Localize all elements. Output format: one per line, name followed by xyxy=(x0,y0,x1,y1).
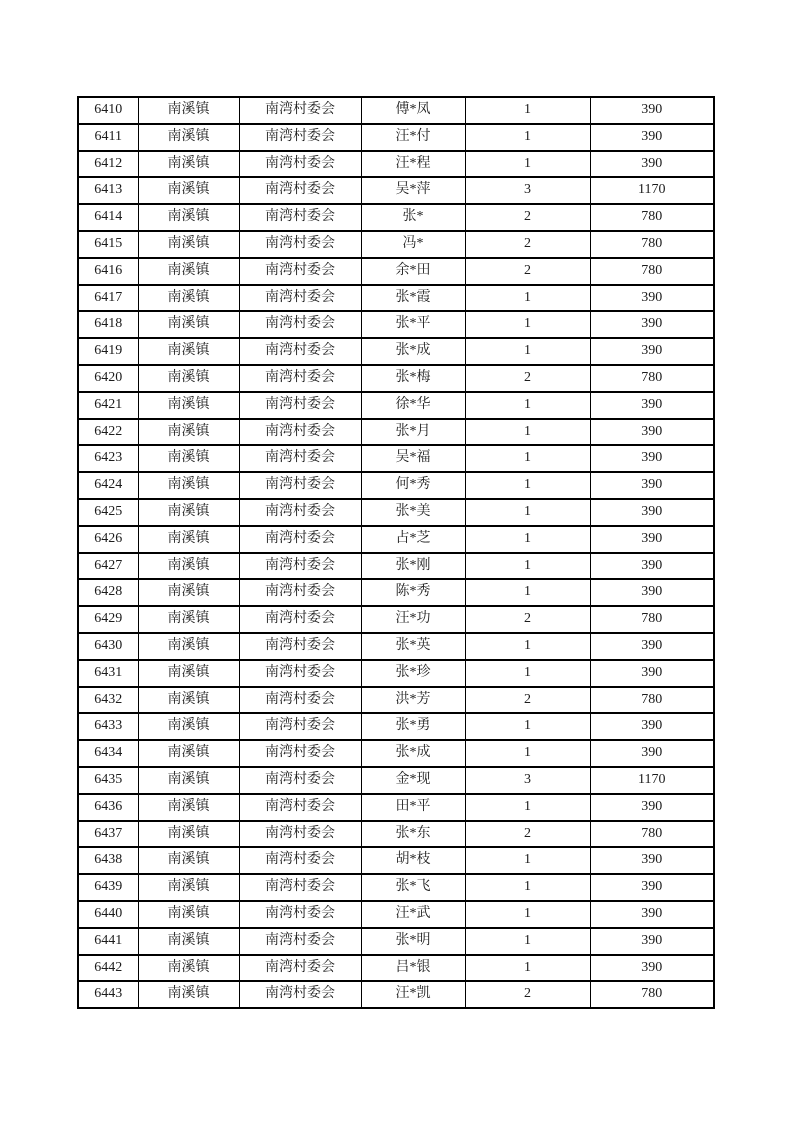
cell-town: 南溪镇 xyxy=(138,311,239,338)
table-row xyxy=(78,124,714,151)
table-row xyxy=(78,633,714,660)
cell-village-committee: 南湾村委会 xyxy=(239,97,361,124)
cell-count: 1 xyxy=(465,445,590,472)
cell-count: 2 xyxy=(465,821,590,848)
cell-name: 张*成 xyxy=(361,740,465,767)
cell-count: 2 xyxy=(465,204,590,231)
cell-village-committee: 南湾村委会 xyxy=(239,874,361,901)
cell-serial-no: 6410 xyxy=(78,97,138,124)
cell-town: 南溪镇 xyxy=(138,687,239,714)
table-row xyxy=(78,606,714,633)
cell-serial-no: 6433 xyxy=(78,713,138,740)
cell-count: 1 xyxy=(465,553,590,580)
cell-amount: 390 xyxy=(590,311,714,338)
cell-village-committee: 南湾村委会 xyxy=(239,740,361,767)
cell-village-committee: 南湾村委会 xyxy=(239,499,361,526)
cell-town: 南溪镇 xyxy=(138,392,239,419)
table-row xyxy=(78,204,714,231)
table-row xyxy=(78,231,714,258)
table-row xyxy=(78,901,714,928)
cell-town: 南溪镇 xyxy=(138,553,239,580)
cell-name: 张*霞 xyxy=(361,285,465,312)
cell-village-committee: 南湾村委会 xyxy=(239,955,361,982)
cell-serial-no: 6438 xyxy=(78,847,138,874)
cell-serial-no: 6436 xyxy=(78,794,138,821)
cell-serial-no: 6431 xyxy=(78,660,138,687)
cell-town: 南溪镇 xyxy=(138,794,239,821)
cell-town: 南溪镇 xyxy=(138,633,239,660)
cell-amount: 1170 xyxy=(590,767,714,794)
table-row xyxy=(78,392,714,419)
cell-count: 1 xyxy=(465,847,590,874)
cell-name: 傅*凤 xyxy=(361,97,465,124)
table-row xyxy=(78,660,714,687)
cell-serial-no: 6441 xyxy=(78,928,138,955)
cell-serial-no: 6434 xyxy=(78,740,138,767)
table-row xyxy=(78,740,714,767)
cell-name: 徐*华 xyxy=(361,392,465,419)
cell-village-committee: 南湾村委会 xyxy=(239,365,361,392)
cell-amount: 780 xyxy=(590,258,714,285)
cell-town: 南溪镇 xyxy=(138,928,239,955)
cell-village-committee: 南湾村委会 xyxy=(239,687,361,714)
cell-name: 田*平 xyxy=(361,794,465,821)
cell-name: 张*平 xyxy=(361,311,465,338)
cell-village-committee: 南湾村委会 xyxy=(239,311,361,338)
cell-serial-no: 6421 xyxy=(78,392,138,419)
table-row xyxy=(78,579,714,606)
cell-serial-no: 6413 xyxy=(78,177,138,204)
cell-village-committee: 南湾村委会 xyxy=(239,553,361,580)
cell-count: 1 xyxy=(465,338,590,365)
cell-serial-no: 6417 xyxy=(78,285,138,312)
cell-serial-no: 6411 xyxy=(78,124,138,151)
cell-town: 南溪镇 xyxy=(138,445,239,472)
table-row xyxy=(78,472,714,499)
cell-name: 张*英 xyxy=(361,633,465,660)
cell-name: 汪*程 xyxy=(361,151,465,178)
table-row xyxy=(78,526,714,553)
cell-serial-no: 6429 xyxy=(78,606,138,633)
cell-village-committee: 南湾村委会 xyxy=(239,445,361,472)
cell-amount: 780 xyxy=(590,231,714,258)
cell-serial-no: 6418 xyxy=(78,311,138,338)
cell-count: 2 xyxy=(465,981,590,1008)
cell-name: 张*梅 xyxy=(361,365,465,392)
cell-town: 南溪镇 xyxy=(138,874,239,901)
cell-amount: 390 xyxy=(590,151,714,178)
cell-count: 1 xyxy=(465,499,590,526)
cell-village-committee: 南湾村委会 xyxy=(239,151,361,178)
cell-count: 1 xyxy=(465,151,590,178)
cell-village-committee: 南湾村委会 xyxy=(239,177,361,204)
cell-town: 南溪镇 xyxy=(138,901,239,928)
cell-town: 南溪镇 xyxy=(138,821,239,848)
cell-count: 1 xyxy=(465,472,590,499)
cell-amount: 390 xyxy=(590,97,714,124)
table-row xyxy=(78,847,714,874)
cell-village-committee: 南湾村委会 xyxy=(239,928,361,955)
cell-serial-no: 6423 xyxy=(78,445,138,472)
cell-amount: 390 xyxy=(590,526,714,553)
cell-name: 张*月 xyxy=(361,419,465,446)
cell-count: 1 xyxy=(465,526,590,553)
cell-town: 南溪镇 xyxy=(138,606,239,633)
cell-name: 张*珍 xyxy=(361,660,465,687)
table-row xyxy=(78,713,714,740)
cell-amount: 390 xyxy=(590,285,714,312)
cell-name: 吕*银 xyxy=(361,955,465,982)
cell-town: 南溪镇 xyxy=(138,204,239,231)
table-row xyxy=(78,553,714,580)
table-row xyxy=(78,767,714,794)
cell-name: 冯* xyxy=(361,231,465,258)
cell-town: 南溪镇 xyxy=(138,258,239,285)
cell-name: 陈*秀 xyxy=(361,579,465,606)
cell-name: 何*秀 xyxy=(361,472,465,499)
cell-serial-no: 6428 xyxy=(78,579,138,606)
cell-town: 南溪镇 xyxy=(138,419,239,446)
cell-town: 南溪镇 xyxy=(138,97,239,124)
table-row xyxy=(78,687,714,714)
cell-count: 2 xyxy=(465,258,590,285)
cell-village-committee: 南湾村委会 xyxy=(239,847,361,874)
cell-amount: 390 xyxy=(590,847,714,874)
cell-name: 张*飞 xyxy=(361,874,465,901)
cell-village-committee: 南湾村委会 xyxy=(239,981,361,1008)
cell-serial-no: 6425 xyxy=(78,499,138,526)
cell-count: 2 xyxy=(465,231,590,258)
cell-town: 南溪镇 xyxy=(138,231,239,258)
cell-count: 1 xyxy=(465,124,590,151)
cell-village-committee: 南湾村委会 xyxy=(239,713,361,740)
cell-name: 张*勇 xyxy=(361,713,465,740)
cell-village-committee: 南湾村委会 xyxy=(239,660,361,687)
cell-amount: 390 xyxy=(590,124,714,151)
cell-count: 1 xyxy=(465,579,590,606)
table-row xyxy=(78,338,714,365)
cell-name: 张*刚 xyxy=(361,553,465,580)
cell-serial-no: 6422 xyxy=(78,419,138,446)
cell-amount: 780 xyxy=(590,981,714,1008)
cell-name: 洪*芳 xyxy=(361,687,465,714)
cell-town: 南溪镇 xyxy=(138,499,239,526)
table-row xyxy=(78,151,714,178)
cell-village-committee: 南湾村委会 xyxy=(239,579,361,606)
cell-village-committee: 南湾村委会 xyxy=(239,767,361,794)
cell-serial-no: 6416 xyxy=(78,258,138,285)
table-row xyxy=(78,821,714,848)
cell-amount: 390 xyxy=(590,553,714,580)
cell-town: 南溪镇 xyxy=(138,151,239,178)
cell-serial-no: 6424 xyxy=(78,472,138,499)
cell-amount: 390 xyxy=(590,955,714,982)
cell-amount: 390 xyxy=(590,445,714,472)
cell-serial-no: 6415 xyxy=(78,231,138,258)
cell-name: 胡*枝 xyxy=(361,847,465,874)
cell-serial-no: 6442 xyxy=(78,955,138,982)
cell-name: 张*东 xyxy=(361,821,465,848)
cell-amount: 390 xyxy=(590,740,714,767)
cell-count: 3 xyxy=(465,177,590,204)
cell-amount: 390 xyxy=(590,713,714,740)
cell-name: 吴*萍 xyxy=(361,177,465,204)
cell-amount: 1170 xyxy=(590,177,714,204)
table-row xyxy=(78,794,714,821)
cell-amount: 780 xyxy=(590,365,714,392)
cell-amount: 780 xyxy=(590,606,714,633)
cell-serial-no: 6427 xyxy=(78,553,138,580)
cell-serial-no: 6437 xyxy=(78,821,138,848)
cell-village-committee: 南湾村委会 xyxy=(239,338,361,365)
cell-serial-no: 6440 xyxy=(78,901,138,928)
cell-amount: 780 xyxy=(590,687,714,714)
table-row xyxy=(78,97,714,124)
cell-amount: 390 xyxy=(590,633,714,660)
cell-town: 南溪镇 xyxy=(138,338,239,365)
cell-town: 南溪镇 xyxy=(138,285,239,312)
cell-village-committee: 南湾村委会 xyxy=(239,231,361,258)
table-row xyxy=(78,365,714,392)
cell-amount: 390 xyxy=(590,472,714,499)
cell-serial-no: 6426 xyxy=(78,526,138,553)
cell-town: 南溪镇 xyxy=(138,526,239,553)
cell-serial-no: 6439 xyxy=(78,874,138,901)
cell-amount: 390 xyxy=(590,579,714,606)
cell-name: 汪*功 xyxy=(361,606,465,633)
cell-amount: 390 xyxy=(590,874,714,901)
cell-count: 1 xyxy=(465,392,590,419)
cell-count: 1 xyxy=(465,97,590,124)
cell-count: 1 xyxy=(465,633,590,660)
cell-town: 南溪镇 xyxy=(138,660,239,687)
table-row xyxy=(78,177,714,204)
cell-count: 3 xyxy=(465,767,590,794)
cell-serial-no: 6443 xyxy=(78,981,138,1008)
cell-name: 张*明 xyxy=(361,928,465,955)
table-body xyxy=(78,97,714,1008)
cell-serial-no: 6414 xyxy=(78,204,138,231)
cell-town: 南溪镇 xyxy=(138,981,239,1008)
cell-amount: 780 xyxy=(590,204,714,231)
table-row xyxy=(78,874,714,901)
cell-amount: 390 xyxy=(590,499,714,526)
cell-serial-no: 6435 xyxy=(78,767,138,794)
cell-town: 南溪镇 xyxy=(138,713,239,740)
cell-village-committee: 南湾村委会 xyxy=(239,204,361,231)
cell-name: 张*成 xyxy=(361,338,465,365)
table-row xyxy=(78,499,714,526)
cell-count: 2 xyxy=(465,687,590,714)
cell-count: 1 xyxy=(465,419,590,446)
cell-village-committee: 南湾村委会 xyxy=(239,526,361,553)
cell-count: 1 xyxy=(465,713,590,740)
cell-amount: 390 xyxy=(590,901,714,928)
cell-town: 南溪镇 xyxy=(138,955,239,982)
cell-village-committee: 南湾村委会 xyxy=(239,606,361,633)
cell-village-committee: 南湾村委会 xyxy=(239,258,361,285)
table-row xyxy=(78,311,714,338)
subsidy-roster-table xyxy=(77,96,715,1009)
cell-village-committee: 南湾村委会 xyxy=(239,419,361,446)
cell-name: 吴*福 xyxy=(361,445,465,472)
cell-town: 南溪镇 xyxy=(138,365,239,392)
table-row xyxy=(78,981,714,1008)
table-row xyxy=(78,258,714,285)
cell-serial-no: 6420 xyxy=(78,365,138,392)
cell-village-committee: 南湾村委会 xyxy=(239,633,361,660)
cell-count: 1 xyxy=(465,311,590,338)
cell-serial-no: 6432 xyxy=(78,687,138,714)
cell-town: 南溪镇 xyxy=(138,740,239,767)
cell-amount: 390 xyxy=(590,419,714,446)
cell-count: 1 xyxy=(465,794,590,821)
cell-count: 1 xyxy=(465,874,590,901)
cell-count: 1 xyxy=(465,660,590,687)
cell-village-committee: 南湾村委会 xyxy=(239,124,361,151)
cell-count: 1 xyxy=(465,285,590,312)
cell-name: 金*现 xyxy=(361,767,465,794)
cell-name: 余*田 xyxy=(361,258,465,285)
table-row xyxy=(78,445,714,472)
cell-count: 2 xyxy=(465,365,590,392)
cell-town: 南溪镇 xyxy=(138,847,239,874)
cell-amount: 390 xyxy=(590,794,714,821)
cell-village-committee: 南湾村委会 xyxy=(239,821,361,848)
cell-name: 汪*凯 xyxy=(361,981,465,1008)
cell-amount: 390 xyxy=(590,338,714,365)
cell-town: 南溪镇 xyxy=(138,124,239,151)
table-row xyxy=(78,285,714,312)
cell-count: 2 xyxy=(465,606,590,633)
table-row xyxy=(78,419,714,446)
cell-amount: 390 xyxy=(590,928,714,955)
cell-count: 1 xyxy=(465,901,590,928)
cell-town: 南溪镇 xyxy=(138,767,239,794)
cell-amount: 390 xyxy=(590,392,714,419)
cell-name: 汪*武 xyxy=(361,901,465,928)
cell-name: 张* xyxy=(361,204,465,231)
cell-count: 1 xyxy=(465,740,590,767)
cell-serial-no: 6412 xyxy=(78,151,138,178)
cell-village-committee: 南湾村委会 xyxy=(239,794,361,821)
cell-town: 南溪镇 xyxy=(138,472,239,499)
table-row xyxy=(78,955,714,982)
cell-name: 汪*付 xyxy=(361,124,465,151)
cell-serial-no: 6430 xyxy=(78,633,138,660)
cell-town: 南溪镇 xyxy=(138,579,239,606)
cell-count: 1 xyxy=(465,955,590,982)
cell-village-committee: 南湾村委会 xyxy=(239,285,361,312)
cell-amount: 390 xyxy=(590,660,714,687)
cell-amount: 780 xyxy=(590,821,714,848)
cell-village-committee: 南湾村委会 xyxy=(239,901,361,928)
cell-town: 南溪镇 xyxy=(138,177,239,204)
cell-name: 张*美 xyxy=(361,499,465,526)
cell-village-committee: 南湾村委会 xyxy=(239,392,361,419)
cell-count: 1 xyxy=(465,928,590,955)
table-row xyxy=(78,928,714,955)
cell-name: 占*芝 xyxy=(361,526,465,553)
cell-serial-no: 6419 xyxy=(78,338,138,365)
cell-village-committee: 南湾村委会 xyxy=(239,472,361,499)
